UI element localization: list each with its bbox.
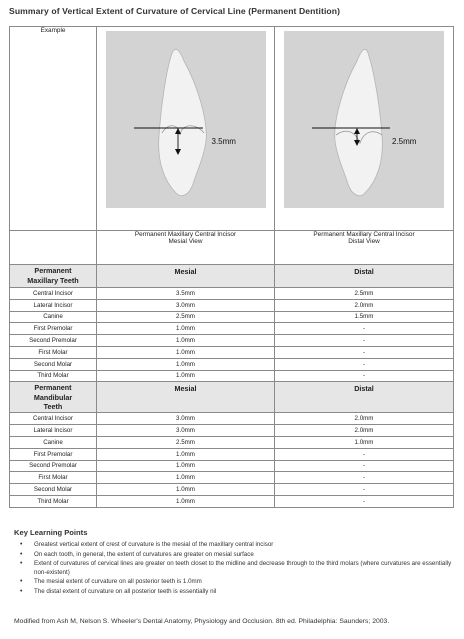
table-row [10,472,454,484]
list-item: • The distal extent of curvature on all posterior teeth is essentially nil [34,588,459,596]
table-row [10,495,454,507]
distal-column-header: Distal [275,265,454,288]
mesial-value-cell: 1.0mm [97,495,275,507]
distal-view-image [284,31,444,208]
tooth-name-cell: Second Molar [10,358,97,370]
tooth-name-cell: Second Molar [10,484,97,496]
distal-value-cell: - [275,484,454,496]
source-citation: Modified from Ash M, Nelson S. Wheeler's Dental Anatomy, Physiology and Occlusion. 8th ed. Philadelphia: Saunders; 2003. [14,618,390,625]
distal-value-cell: - [275,358,454,370]
incisor-mesial-illustration [106,31,266,208]
distal-value-cell: - [275,346,454,358]
table-row [10,436,454,448]
table-row [10,288,454,300]
table-row [10,370,454,382]
mesial-column-header: Mesial [97,382,275,413]
distal-view-cell [275,27,454,231]
incisor-distal-illustration [284,31,444,208]
distal-value-cell: - [275,495,454,507]
image-row [10,27,454,231]
maxillary-header-row [10,265,454,288]
distal-value-cell: 1.0mm [275,436,454,448]
caption-row [10,231,454,265]
example-label: Example [10,27,97,231]
tooth-name-cell: First Premolar [10,448,97,460]
table-row [10,311,454,323]
distal-value-cell: 2.0mm [275,299,454,311]
page-title: Summary of Vertical Extent of Curvature of Cervical Line (Permanent Dentition) [9,6,341,16]
list-item: • Greatest vertical extent of crest of curvature is the mesial of the maxillary central incisor [34,541,459,549]
tooth-name-cell: Canine [10,436,97,448]
tooth-name-cell: First Premolar [10,323,97,335]
table-row [10,358,454,370]
table-row [10,484,454,496]
mandibular-header-row [10,382,454,413]
mesial-caption: Permanent Maxillary Central Incisor Mesial View [97,231,275,265]
mesial-value-cell: 1.0mm [97,323,275,335]
mesial-measurement: 3.5mm [211,137,236,146]
mandibular-group-label: Permanent Mandibular Teeth [10,382,97,413]
distal-value-cell: - [275,370,454,382]
tooth-name-cell: Canine [10,311,97,323]
tooth-name-cell: Lateral Incisor [10,425,97,437]
mesial-value-cell: 3.0mm [97,425,275,437]
distal-value-cell: - [275,323,454,335]
mesial-value-cell: 1.0mm [97,370,275,382]
mesial-column-header: Mesial [97,265,275,288]
table-row [10,346,454,358]
list-item: • Extent of curvatures of cervical lines are greater on teeth closet to the midline and decrease through to the third molars (where curvatures are essentially non-existent) [34,560,459,577]
mesial-value-cell: 3.5mm [97,288,275,300]
table-row [10,425,454,437]
table-row [10,299,454,311]
distal-value-cell: 1.5mm [275,311,454,323]
mesial-value-cell: 1.0mm [97,346,275,358]
tooth-name-cell: First Molar [10,472,97,484]
mesial-value-cell: 2.5mm [97,436,275,448]
list-item: • On each tooth, in general, the extent of curvatures are greater on mesial surface [34,551,459,559]
distal-value-cell: 2.5mm [275,288,454,300]
distal-measurement: 2.5mm [392,137,417,146]
distal-value-cell: 2.0mm [275,425,454,437]
table-row [10,460,454,472]
tooth-name-cell: Second Premolar [10,335,97,347]
mesial-value-cell: 3.0mm [97,413,275,425]
tooth-name-cell: First Molar [10,346,97,358]
distal-value-cell: 2.0mm [275,413,454,425]
list-item: • The mesial extent of curvature on all posterior teeth is 1.0mm [34,578,459,586]
distal-value-cell: - [275,472,454,484]
mesial-value-cell: 1.0mm [97,448,275,460]
table-row [10,323,454,335]
distal-value-cell: - [275,448,454,460]
distal-column-header: Distal [275,382,454,413]
distal-value-cell: - [275,335,454,347]
cervical-curvature-table [9,26,454,508]
table-row [10,448,454,460]
tooth-name-cell: Second Premolar [10,460,97,472]
mesial-value-cell: 1.0mm [97,460,275,472]
key-learning-points-title: Key Learning Points [14,528,88,537]
mesial-value-cell: 1.0mm [97,484,275,496]
mesial-value-cell: 1.0mm [97,472,275,484]
mesial-view-cell [97,27,275,231]
table-row [10,335,454,347]
distal-caption: Permanent Maxillary Central Incisor Distal View [275,231,454,265]
mesial-view-image [106,31,266,208]
key-learning-points-list [18,541,459,598]
maxillary-group-label: Permanent Maxillary Teeth [10,265,97,288]
tooth-name-cell: Central Incisor [10,413,97,425]
mesial-value-cell: 1.0mm [97,335,275,347]
tooth-name-cell: Lateral Incisor [10,299,97,311]
distal-value-cell: - [275,460,454,472]
mesial-value-cell: 2.5mm [97,311,275,323]
table-row [10,413,454,425]
mesial-value-cell: 3.0mm [97,299,275,311]
tooth-name-cell: Third Molar [10,370,97,382]
mesial-value-cell: 1.0mm [97,358,275,370]
tooth-name-cell: Third Molar [10,495,97,507]
tooth-name-cell: Central Incisor [10,288,97,300]
